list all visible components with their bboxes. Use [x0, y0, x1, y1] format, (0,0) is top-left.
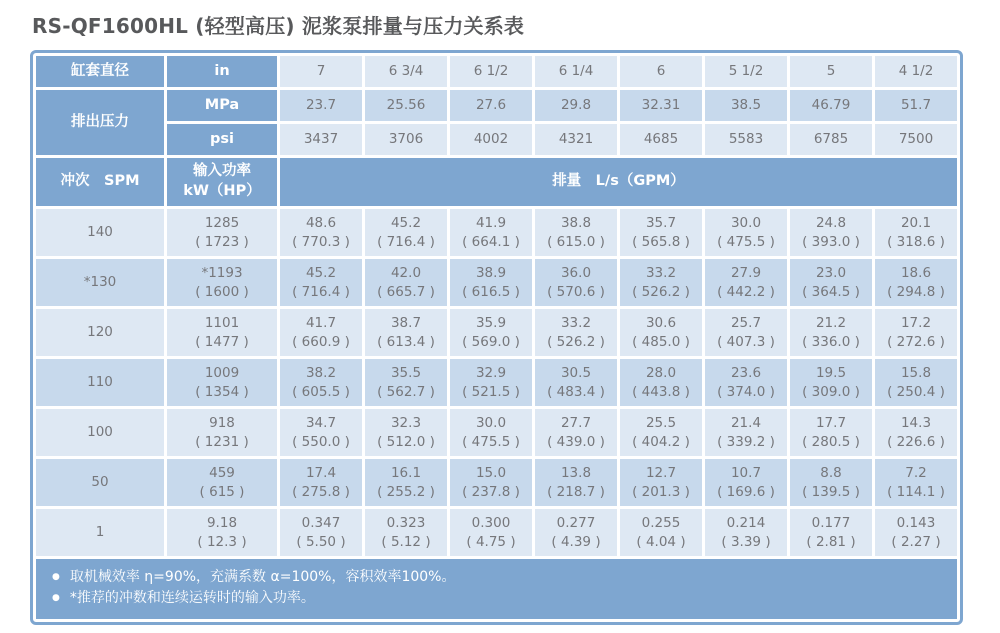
power-header-line1: 输入功率	[193, 163, 251, 180]
psi-unit-label: psi	[167, 124, 277, 155]
spm-cell: 110	[36, 359, 164, 406]
flow-cell: 25.7 ( 407.3 )	[705, 309, 787, 356]
in-unit-label: in	[167, 56, 277, 87]
spm-cell: 1	[36, 509, 164, 556]
flow-cell: 45.2 ( 716.4 )	[365, 209, 447, 256]
spm-cell: 120	[36, 309, 164, 356]
power-header	[167, 158, 277, 206]
flow-cell: 12.7 ( 201.3 )	[620, 459, 702, 506]
power-header-line2: kW（HP）	[183, 183, 261, 199]
flow-cell: 30.6 ( 485.0 )	[620, 309, 702, 356]
mpa-value-cell: 29.8	[535, 90, 617, 121]
psi-value-cell: 4002	[450, 124, 532, 155]
psi-value-cell: 4685	[620, 124, 702, 155]
flow-cell: 35.9 ( 569.0 )	[450, 309, 532, 356]
table-row	[36, 459, 957, 506]
flow-cell: 17.7 ( 280.5 )	[790, 409, 872, 456]
flow-cell: 27.9 ( 442.2 )	[705, 259, 787, 306]
mpa-value-cell: 51.7	[875, 90, 957, 121]
mpa-row	[36, 90, 957, 121]
flow-cell: 38.9 ( 616.5 )	[450, 259, 532, 306]
column-header-row	[36, 158, 957, 206]
flow-cell: 0.323 ( 5.12 )	[365, 509, 447, 556]
diameter-value-cell: 6 1/2	[450, 56, 532, 87]
diameter-value-cell: 6 3/4	[365, 56, 447, 87]
flow-cell: 36.0 ( 570.6 )	[535, 259, 617, 306]
flow-cell: 0.177 ( 2.81 )	[790, 509, 872, 556]
pump-spec-table-frame	[30, 50, 963, 625]
flow-cell: 32.9 ( 521.5 )	[450, 359, 532, 406]
diameter-value-cell: 6 1/4	[535, 56, 617, 87]
flow-cell: 25.5 ( 404.2 )	[620, 409, 702, 456]
flow-cell: 14.3 ( 226.6 )	[875, 409, 957, 456]
flow-cell: 10.7 ( 169.6 )	[705, 459, 787, 506]
mpa-value-cell: 46.79	[790, 90, 872, 121]
table-row	[36, 309, 957, 356]
flow-cell: 23.0 ( 364.5 )	[790, 259, 872, 306]
displacement-header: 排量 L/s（GPM）	[280, 158, 957, 206]
bullet-icon: ●	[52, 572, 60, 582]
flow-cell: 0.143 ( 2.27 )	[875, 509, 957, 556]
flow-cell: 38.8 ( 615.0 )	[535, 209, 617, 256]
flow-cell: 28.0 ( 443.8 )	[620, 359, 702, 406]
flow-cell: 19.5 ( 309.0 )	[790, 359, 872, 406]
psi-value-cell: 3437	[280, 124, 362, 155]
flow-cell: 33.2 ( 526.2 )	[620, 259, 702, 306]
pump-spec-table	[33, 53, 960, 559]
flow-cell: 21.4 ( 339.2 )	[705, 409, 787, 456]
mpa-unit-label: MPa	[167, 90, 277, 121]
flow-cell: 34.7 ( 550.0 )	[280, 409, 362, 456]
power-cell: 1009 ( 1354 )	[167, 359, 277, 406]
diameter-value-cell: 7	[280, 56, 362, 87]
spm-cell: 50	[36, 459, 164, 506]
page-title: RS-QF1600HL (轻型高压) 泥浆泵排量与压力关系表	[32, 14, 525, 38]
spm-cell: 140	[36, 209, 164, 256]
flow-cell: 24.8 ( 393.0 )	[790, 209, 872, 256]
flow-cell: 7.2 ( 114.1 )	[875, 459, 957, 506]
psi-value-cell: 7500	[875, 124, 957, 155]
power-cell: 1101 ( 1477 )	[167, 309, 277, 356]
note-line	[52, 567, 941, 588]
flow-cell: 0.300 ( 4.75 )	[450, 509, 532, 556]
flow-cell: 17.4 ( 275.8 )	[280, 459, 362, 506]
flow-cell: 0.277 ( 4.39 )	[535, 509, 617, 556]
flow-cell: 20.1 ( 318.6 )	[875, 209, 957, 256]
liner-diameter-label: 缸套直径	[36, 56, 164, 87]
flow-cell: 41.9 ( 664.1 )	[450, 209, 532, 256]
flow-cell: 27.7 ( 439.0 )	[535, 409, 617, 456]
diameter-value-cell: 6	[620, 56, 702, 87]
spm-cell: *130	[36, 259, 164, 306]
flow-cell: 15.8 ( 250.4 )	[875, 359, 957, 406]
diameter-value-cell: 4 1/2	[875, 56, 957, 87]
header-rows	[36, 56, 957, 206]
flow-cell: 0.255 ( 4.04 )	[620, 509, 702, 556]
psi-value-cell: 6785	[790, 124, 872, 155]
liner-diameter-row	[36, 56, 957, 87]
flow-cell: 15.0 ( 237.8 )	[450, 459, 532, 506]
flow-cell: 13.8 ( 218.7 )	[535, 459, 617, 506]
note-line	[52, 588, 941, 609]
flow-cell: 32.3 ( 512.0 )	[365, 409, 447, 456]
mpa-value-cell: 38.5	[705, 90, 787, 121]
flow-cell: 30.0 ( 475.5 )	[705, 209, 787, 256]
power-cell: 459 ( 615 )	[167, 459, 277, 506]
flow-cell: 23.6 ( 374.0 )	[705, 359, 787, 406]
flow-cell: 0.347 ( 5.50 )	[280, 509, 362, 556]
flow-cell: 35.7 ( 565.8 )	[620, 209, 702, 256]
diameter-value-cell: 5	[790, 56, 872, 87]
table-row	[36, 509, 957, 556]
table-row	[36, 259, 957, 306]
table-row	[36, 409, 957, 456]
flow-cell: 41.7 ( 660.9 )	[280, 309, 362, 356]
flow-cell: 0.214 ( 3.39 )	[705, 509, 787, 556]
flow-cell: 42.0 ( 665.7 )	[365, 259, 447, 306]
flow-cell: 48.6 ( 770.3 )	[280, 209, 362, 256]
flow-cell: 30.5 ( 483.4 )	[535, 359, 617, 406]
spm-header: 冲次 SPM	[36, 158, 164, 206]
table-row	[36, 359, 957, 406]
flow-cell: 18.6 ( 294.8 )	[875, 259, 957, 306]
power-cell: 9.18 ( 12.3 )	[167, 509, 277, 556]
flow-cell: 21.2 ( 336.0 )	[790, 309, 872, 356]
mpa-value-cell: 27.6	[450, 90, 532, 121]
flow-cell: 38.7 ( 613.4 )	[365, 309, 447, 356]
psi-value-cell: 3706	[365, 124, 447, 155]
power-cell: 918 ( 1231 )	[167, 409, 277, 456]
mpa-value-cell: 25.56	[365, 90, 447, 121]
psi-row	[36, 124, 957, 155]
data-rows	[36, 209, 957, 556]
psi-value-cell: 5583	[705, 124, 787, 155]
flow-cell: 17.2 ( 272.6 )	[875, 309, 957, 356]
psi-value-cell: 4321	[535, 124, 617, 155]
note-text: *推荐的冲数和连续运转时的输入功率。	[69, 590, 315, 606]
flow-cell: 16.1 ( 255.2 )	[365, 459, 447, 506]
power-cell: 1285 ( 1723 )	[167, 209, 277, 256]
flow-cell: 33.2 ( 526.2 )	[535, 309, 617, 356]
table-row	[36, 209, 957, 256]
flow-cell: 38.2 ( 605.5 )	[280, 359, 362, 406]
flow-cell: 45.2 ( 716.4 )	[280, 259, 362, 306]
mpa-value-cell: 32.31	[620, 90, 702, 121]
flow-cell: 35.5 ( 562.7 )	[365, 359, 447, 406]
diameter-value-cell: 5 1/2	[705, 56, 787, 87]
spm-cell: 100	[36, 409, 164, 456]
flow-cell: 30.0 ( 475.5 )	[450, 409, 532, 456]
mpa-value-cell: 23.7	[280, 90, 362, 121]
discharge-pressure-label: 排出压力	[36, 90, 164, 155]
note-text: 取机械效率 η=90%，充满系数 α=100%，容积效率100%。	[69, 569, 456, 585]
bullet-icon: ●	[52, 593, 60, 603]
notes	[36, 559, 957, 619]
flow-cell: 8.8 ( 139.5 )	[790, 459, 872, 506]
power-cell: *1193 ( 1600 )	[167, 259, 277, 306]
